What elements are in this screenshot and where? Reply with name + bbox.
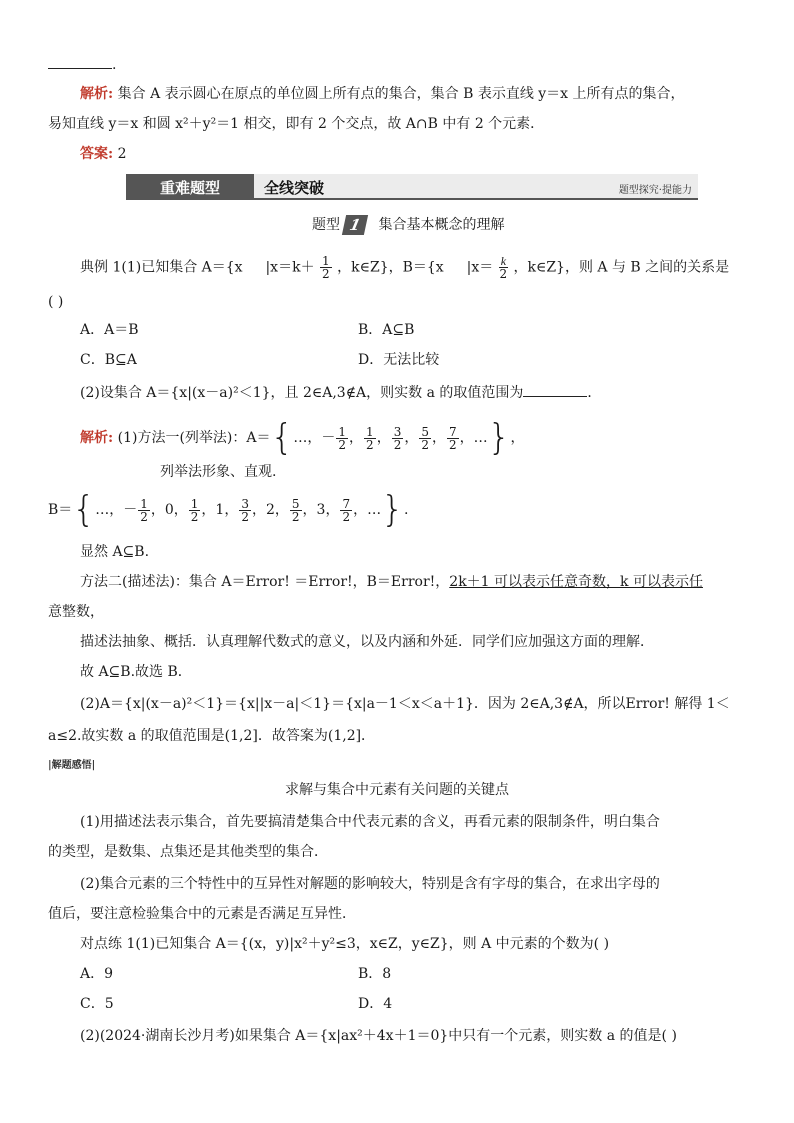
reflection-p1b: 的类型，是数集、点集还是其他类型的集合．	[48, 844, 328, 860]
reflection-p2a: (2)集合元素的三个特性中的互异性对解题的影响较大，特别是含有字母的集合，在求出字母的	[80, 876, 660, 892]
set-a-enumeration	[293, 424, 488, 452]
fraction: $\frac{1}{2}$	[338, 424, 347, 452]
method-2-cont: 意整数，	[48, 604, 104, 620]
fraction: $\frac{1}{2}$	[190, 496, 199, 524]
analysis-line-2: 易知直线 y＝x 和圆 x²＋y²＝1 相交，即有 2 个交点，故 A∩B 中有 2 个元素．	[48, 116, 545, 132]
description-note: 描述法抽象、概括．认真理解代数式的意义，以及内涵和外延．同学们应加强这方面的理解．	[80, 634, 654, 650]
fraction: $\frac{k}{2}$	[499, 254, 508, 281]
option-d: D．无法比较	[358, 352, 440, 368]
reflection-p2b: 值后，要注意检验集合中的元素是否满足互异性．	[48, 906, 356, 922]
practice-option-a: A．9	[80, 966, 114, 982]
option-a: A．A＝B	[80, 322, 139, 338]
analysis-text-1: 集合 A 表示圆心在原点的单位圆上所有点的集合，集合 B 表示直线 y＝x 上所有点的集合，	[117, 86, 685, 102]
set-b-line: B＝{…，－ $\frac{1}{2}$ ，0， $\frac{1}{2}$ ，1， $\frac{3}{2}$ ，2， $\frac{5}{2}$ ，3， $\frac{7}{2}$ ，…}.	[48, 489, 409, 530]
set-text: －	[321, 430, 336, 446]
answer-value: 2	[117, 146, 127, 162]
fraction: $\frac{5}{2}$	[421, 424, 429, 452]
practice-q1: 对点练 1(1)已知集合 A＝{(x，y)|x²＋y²≤3，x∈Z，y∈Z}，则 A 中元素的个数为( )	[80, 936, 610, 952]
answer-label: 答案:	[80, 146, 114, 162]
method-2-line: 方法二(描述法)：集合 A＝Error! ＝Error!，B＝Error!，2k＋1 可以表示任意奇数，k 可以表示任	[80, 574, 703, 590]
fraction: $\frac{3}{2}$	[241, 496, 249, 524]
fraction: $\frac{1}{2}$	[322, 254, 330, 281]
set-text: ，…	[459, 430, 488, 446]
banner-mid-title: 全线突破	[264, 179, 325, 197]
set-text: ，…	[353, 502, 382, 518]
fraction: $\frac{7}{2}$	[342, 496, 351, 524]
example-1-line: 典例 1(1)已知集合 A＝{x |x＝k＋ $\frac{1}{2}$ ，k∈Z}，B＝{x |x＝ $\frac{k}{2}$ ，k∈Z}，则 A 与 B 之间的关系是	[80, 254, 730, 281]
part-2-line-1: (2)A＝{x|(x－a)²＜1}＝{x||x－a|＜1}＝{x|a－1＜x＜a＋1}．因为 2∈A,3∉A，所以Error! 解得 1＜	[80, 696, 730, 712]
choose-line: 故 A⊆B.故选 B．	[80, 664, 192, 680]
section-banner	[126, 174, 698, 200]
solution-method-1: 解析: (1)方法一(列举法)：A＝{…，－ $\frac{1}{2}$ ， $\frac{1}{2}$ ， $\frac{3}{2}$ ， $\frac{5}{2}$ ， $\frac{7}{2}$ ，…}，	[80, 417, 525, 458]
example-1-paren: ( )	[48, 294, 64, 310]
banner-left-title: 重难题型	[160, 179, 221, 197]
practice-option-d: D．4	[358, 996, 393, 1012]
set-text: ，	[349, 430, 364, 446]
fraction: $\frac{7}{2}$	[448, 424, 457, 452]
fraction: $\frac{5}{2}$	[291, 496, 300, 524]
set-text: …，	[293, 430, 322, 446]
fraction: $\frac{1}{2}$	[140, 496, 148, 524]
set-text: ，	[404, 430, 419, 446]
fraction: $\frac{1}{2}$	[366, 424, 374, 452]
set-text: ，3，	[302, 502, 340, 518]
answer-line	[80, 144, 127, 164]
set-text: －	[123, 502, 138, 518]
fraction: $\frac{3}{2}$	[393, 424, 402, 452]
practice-option-c: C．5	[80, 996, 114, 1012]
option-b: B．A⊆B	[358, 322, 415, 338]
set-text: ，1，	[201, 502, 239, 518]
analysis-line-1	[80, 84, 685, 104]
option-c: C．B⊆A	[80, 352, 137, 368]
remark-enumeration: 列举法形象、直观.	[160, 464, 277, 480]
obvious-line: 显然 A⊆B.	[80, 544, 150, 560]
example-1-q2: (2)设集合 A＝{x|(x－a)²＜1}，且 2∈A,3∉A，则实数 a 的取值范围为 ．	[80, 382, 601, 403]
reflection-tag: |解题感悟|	[48, 760, 96, 771]
topic-heading: 题型 1 集合基本概念的理解	[312, 216, 505, 234]
set-text: ，2，	[251, 502, 289, 518]
set-text: …，	[95, 502, 124, 518]
top-blank: .	[48, 54, 116, 75]
set-text: ，0，	[150, 502, 188, 518]
reflection-title: 求解与集合中元素有关问题的关键点	[285, 782, 509, 798]
topic-title: 集合基本概念的理解	[378, 217, 505, 233]
set-text: ，	[376, 430, 391, 446]
set-text: ，	[431, 430, 446, 446]
practice-q2: (2)(2024·湖南长沙月考)如果集合 A＝{x|ax²＋4x＋1＝0}中只有一个元素，则实数 a 的值是( )	[80, 1028, 677, 1044]
part-2-line-2: a≤2.故实数 a 的取值范围是(1,2]．故答案为(1,2]．	[48, 728, 376, 744]
practice-option-b: B．8	[358, 966, 392, 982]
banner-right-note: 题型探究·提能力	[618, 185, 692, 196]
topic-badge: 1	[342, 215, 368, 235]
analysis-label: 解析:	[80, 86, 114, 102]
reflection-p1a: (1)用描述法表示集合，首先要搞清楚集合中代表元素的含义，再看元素的限制条件，明白集合	[80, 814, 660, 830]
